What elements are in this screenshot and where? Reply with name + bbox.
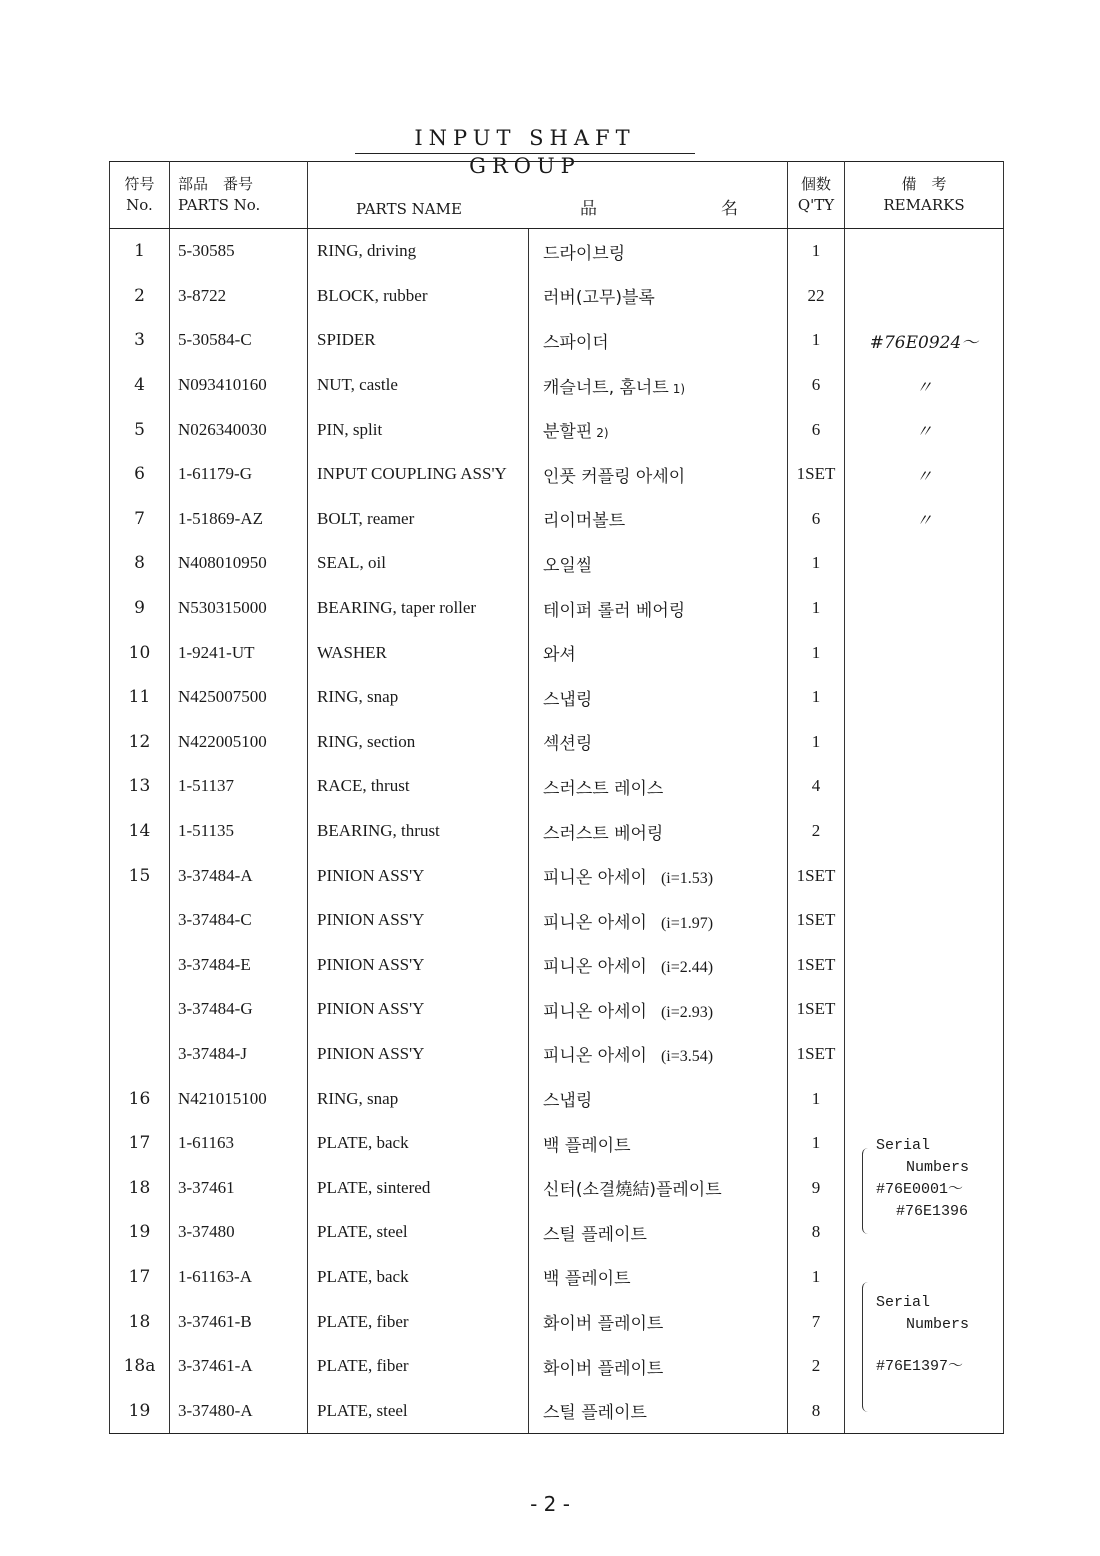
row-name-en: RING, section (308, 720, 529, 765)
row-name-kr-text: 오일씰 (543, 555, 593, 576)
row-name-en: BOLT, reamer (308, 497, 529, 542)
row-name-kr-text: 스러스트 레이스 (543, 778, 664, 799)
row-footnote-ref: 1) (672, 381, 686, 396)
row-qty: 8 (788, 1388, 845, 1433)
row-remarks (845, 630, 1004, 675)
row-part-no: 3-37484-E (170, 943, 308, 988)
row-no: 9 (110, 586, 170, 631)
row-name-en: PLATE, sintered (308, 1165, 529, 1210)
table-row (110, 363, 1004, 408)
row-part-no: N422005100 (170, 720, 308, 765)
row-name-kr-text: 백 플레이트 (543, 1269, 631, 1290)
row-part-no: 3-37480-A (170, 1388, 308, 1433)
row-remarks (845, 853, 1004, 898)
table-row (110, 318, 1004, 363)
row-no: 4 (110, 363, 170, 408)
header-parts-name (308, 162, 788, 229)
row-no (110, 1032, 170, 1077)
row-qty: 1SET (788, 943, 845, 988)
row-qty: 6 (788, 497, 845, 542)
row-remarks: 〃 (845, 452, 1004, 497)
row-name-kr-text: 스러스트 베어링 (543, 823, 664, 844)
row-no: 18a (110, 1344, 170, 1389)
row-name-kr-text: 리이머볼트 (543, 511, 626, 532)
table-row (110, 898, 1004, 943)
row-name-kr-text: 드라이브링 (543, 243, 626, 264)
row-qty: 9 (788, 1165, 845, 1210)
row-part-no: 3-37461-A (170, 1344, 308, 1389)
row-name-kr-text: 피니온 아세이 (543, 1001, 647, 1022)
row-no: 2 (110, 274, 170, 319)
row-no: 6 (110, 452, 170, 497)
table-row (110, 809, 1004, 854)
row-remarks (845, 229, 1004, 274)
row-remarks (845, 1032, 1004, 1077)
row-remarks: 〃 (845, 363, 1004, 408)
row-name-en: BEARING, taper roller (308, 586, 529, 631)
page-number: - 2 - (530, 1492, 570, 1516)
table-row (110, 452, 1004, 497)
row-name-en: SEAL, oil (308, 541, 529, 586)
row-remarks: 〃 (845, 497, 1004, 542)
row-name-kr (529, 809, 788, 854)
row-part-no: 3-37461 (170, 1165, 308, 1210)
table-row (110, 987, 1004, 1032)
row-name-kr (529, 898, 788, 943)
row-qty: 1SET (788, 853, 845, 898)
row-name-kr-text: 스틸 플레이트 (543, 1403, 647, 1424)
row-qty: 1 (788, 675, 845, 720)
row-name-en: PLATE, back (308, 1121, 529, 1166)
row-gear-ratio: (i=1.97) (660, 914, 714, 932)
row-gear-ratio: (i=2.44) (660, 959, 714, 977)
row-qty: 1SET (788, 452, 845, 497)
row-qty: 1SET (788, 987, 845, 1032)
row-name-en: PINION ASS'Y (308, 853, 529, 898)
row-name-kr-text: 인풋 커플링 아세이 (543, 466, 686, 487)
row-name-en: RING, driving (308, 229, 529, 274)
row-part-no: 1-61163-A (170, 1255, 308, 1300)
row-gear-ratio: (i=3.54) (660, 1048, 714, 1066)
row-name-kr (529, 407, 788, 452)
row-qty: 1 (788, 586, 845, 631)
row-name-kr (529, 541, 788, 586)
row-name-en: PINION ASS'Y (308, 898, 529, 943)
row-name-kr (529, 1344, 788, 1389)
row-remarks (845, 1076, 1004, 1121)
row-name-kr (529, 943, 788, 988)
header-no: 符号 No. (110, 162, 170, 229)
row-qty: 7 (788, 1299, 845, 1344)
row-qty: 2 (788, 809, 845, 854)
row-name-kr-text: 러버(고무)블록 (543, 288, 655, 309)
row-no: 11 (110, 675, 170, 720)
row-no: 15 (110, 853, 170, 898)
serial-group-1: Serial Numbers #76E0001～ #76E1396 (876, 1137, 970, 1220)
row-name-en: BLOCK, rubber (308, 274, 529, 319)
row-name-kr-text: 피니온 아세이 (543, 957, 647, 978)
table-row (110, 1032, 1004, 1077)
row-name-kr-text: 캐슬너트, 홈너트 (543, 377, 669, 398)
row-no: 7 (110, 497, 170, 542)
row-name-en: PLATE, back (308, 1255, 529, 1300)
row-name-en: PLATE, steel (308, 1388, 529, 1433)
row-no (110, 898, 170, 943)
row-gear-ratio: (i=2.93) (660, 1003, 714, 1021)
row-part-no: 5-30585 (170, 229, 308, 274)
row-qty: 6 (788, 407, 845, 452)
row-name-kr (529, 675, 788, 720)
serial-group-2: Serial Numbers #76E1397～ (876, 1294, 970, 1375)
table-row (110, 541, 1004, 586)
row-name-kr-text: 분할핀 (543, 422, 593, 443)
row-name-en: NUT, castle (308, 363, 529, 408)
row-no: 17 (110, 1121, 170, 1166)
row-qty: 22 (788, 274, 845, 319)
table-row (110, 586, 1004, 631)
row-no: 18 (110, 1165, 170, 1210)
row-name-en: PINION ASS'Y (308, 987, 529, 1032)
row-name-en: BEARING, thrust (308, 809, 529, 854)
row-remarks (845, 809, 1004, 854)
row-name-kr (529, 1299, 788, 1344)
table-row (110, 675, 1004, 720)
header-qty: 個数 Q'TY (788, 162, 845, 229)
row-no: 12 (110, 720, 170, 765)
serial-brace-1 (862, 1148, 871, 1234)
row-name-en: RING, snap (308, 675, 529, 720)
table-row (110, 497, 1004, 542)
parts-table (109, 161, 1004, 1434)
row-gear-ratio: (i=1.53) (660, 870, 714, 888)
row-name-en: SPIDER (308, 318, 529, 363)
row-part-no: 1-51135 (170, 809, 308, 854)
row-name-kr-text: 화이버 플레이트 (543, 1314, 664, 1335)
document-title: INPUT SHAFT GROUP (355, 124, 695, 154)
table-header-row (110, 162, 1004, 229)
row-qty: 4 (788, 764, 845, 809)
row-name-kr (529, 363, 788, 408)
row-no (110, 943, 170, 988)
row-name-en: PIN, split (308, 407, 529, 452)
row-name-kr (529, 274, 788, 319)
row-remarks (845, 586, 1004, 631)
row-no: 8 (110, 541, 170, 586)
table-row (110, 853, 1004, 898)
row-remarks: 〃 (845, 407, 1004, 452)
row-name-kr (529, 452, 788, 497)
row-qty: 1 (788, 1121, 845, 1166)
table-row (110, 274, 1004, 319)
row-qty: 1 (788, 630, 845, 675)
row-remarks (845, 541, 1004, 586)
serial-brace-2 (862, 1282, 871, 1412)
row-no: 19 (110, 1388, 170, 1433)
row-name-kr (529, 1165, 788, 1210)
row-qty: 6 (788, 363, 845, 408)
row-no: 5 (110, 407, 170, 452)
row-name-kr (529, 1255, 788, 1300)
row-name-kr-text: 테이퍼 롤러 베어링 (543, 600, 686, 621)
table-row (110, 764, 1004, 809)
row-name-kr (529, 229, 788, 274)
row-remarks (845, 274, 1004, 319)
row-no: 10 (110, 630, 170, 675)
row-name-kr (529, 1210, 788, 1255)
row-qty: 1SET (788, 1032, 845, 1077)
row-name-kr-text: 스냅링 (543, 689, 593, 710)
row-qty: 1 (788, 720, 845, 765)
row-no: 19 (110, 1210, 170, 1255)
row-name-en: PINION ASS'Y (308, 943, 529, 988)
row-name-kr (529, 1032, 788, 1077)
row-name-kr (529, 1388, 788, 1433)
table-row (110, 630, 1004, 675)
row-name-kr (529, 720, 788, 765)
row-name-en: RING, snap (308, 1076, 529, 1121)
row-part-no: 5-30584-C (170, 318, 308, 363)
row-no: 16 (110, 1076, 170, 1121)
row-name-kr-text: 백 플레이트 (543, 1135, 631, 1156)
row-name-kr-text: 와셔 (543, 645, 576, 666)
header-remarks: 備 考 REMARKS (845, 162, 1004, 229)
row-part-no: N026340030 (170, 407, 308, 452)
row-name-en: PLATE, fiber (308, 1344, 529, 1389)
row-part-no: 3-37480 (170, 1210, 308, 1255)
row-name-en: RACE, thrust (308, 764, 529, 809)
row-qty: 1 (788, 318, 845, 363)
row-name-kr (529, 764, 788, 809)
row-remarks (845, 943, 1004, 988)
row-part-no: 1-51869-AZ (170, 497, 308, 542)
header-parts-name-kr-2: 名 (721, 199, 738, 219)
row-no: 14 (110, 809, 170, 854)
row-part-no: N421015100 (170, 1076, 308, 1121)
row-qty: 1 (788, 1255, 845, 1300)
row-name-kr (529, 630, 788, 675)
row-remarks (845, 764, 1004, 809)
table-row (110, 229, 1004, 274)
row-qty: 8 (788, 1210, 845, 1255)
row-name-kr (529, 853, 788, 898)
table-row (110, 720, 1004, 765)
header-part-no: 部品 番号 PARTS No. (170, 162, 308, 229)
row-name-kr-text: 피니온 아세이 (543, 868, 647, 889)
row-no (110, 987, 170, 1032)
row-part-no: 1-9241-UT (170, 630, 308, 675)
row-part-no: N093410160 (170, 363, 308, 408)
row-name-kr (529, 586, 788, 631)
row-qty: 1 (788, 229, 845, 274)
row-no: 3 (110, 318, 170, 363)
row-name-en: PINION ASS'Y (308, 1032, 529, 1077)
row-part-no: 3-37461-B (170, 1299, 308, 1344)
row-name-kr-text: 스파이더 (543, 332, 609, 353)
row-part-no: N425007500 (170, 675, 308, 720)
header-parts-name-en: PARTS NAME (356, 200, 462, 218)
row-name-kr-text: 피니온 아세이 (543, 912, 647, 933)
row-part-no: N408010950 (170, 541, 308, 586)
row-name-kr (529, 318, 788, 363)
row-part-no: 1-51137 (170, 764, 308, 809)
row-name-kr-text: 신터(소결燒結)플레이트 (543, 1180, 722, 1201)
row-part-no: 1-61179-G (170, 452, 308, 497)
row-name-en: INPUT COUPLING ASS'Y (308, 452, 529, 497)
row-qty: 1 (788, 541, 845, 586)
row-no: 13 (110, 764, 170, 809)
row-name-kr-text: 피니온 아세이 (543, 1046, 647, 1067)
row-footnote-ref: 2) (596, 426, 609, 441)
row-remarks (845, 720, 1004, 765)
row-part-no: 3-37484-A (170, 853, 308, 898)
row-part-no: 3-37484-G (170, 987, 308, 1032)
table-row (110, 1076, 1004, 1121)
row-name-kr (529, 987, 788, 1032)
row-qty: 1SET (788, 898, 845, 943)
row-remarks (845, 675, 1004, 720)
row-remarks (845, 987, 1004, 1032)
row-name-kr (529, 497, 788, 542)
row-name-kr (529, 1076, 788, 1121)
row-qty: 1 (788, 1076, 845, 1121)
row-name-en: PLATE, fiber (308, 1299, 529, 1344)
row-no: 18 (110, 1299, 170, 1344)
row-qty: 2 (788, 1344, 845, 1389)
row-name-kr-text: 스틸 플레이트 (543, 1224, 647, 1245)
row-no: 1 (110, 229, 170, 274)
row-name-en: WASHER (308, 630, 529, 675)
table-row (110, 943, 1004, 988)
row-remarks (845, 898, 1004, 943)
table-row (110, 407, 1004, 452)
row-name-kr-text: 스냅링 (543, 1091, 593, 1112)
header-parts-name-kr-1: 品 (580, 199, 597, 219)
row-part-no: 3-37484-C (170, 898, 308, 943)
row-name-en: PLATE, steel (308, 1210, 529, 1255)
row-remarks: #76E0924～ (845, 318, 1004, 363)
row-part-no: N530315000 (170, 586, 308, 631)
row-name-kr (529, 1121, 788, 1166)
row-part-no: 3-37484-J (170, 1032, 308, 1077)
row-part-no: 1-61163 (170, 1121, 308, 1166)
row-no: 17 (110, 1255, 170, 1300)
row-name-kr-text: 화이버 플레이트 (543, 1358, 664, 1379)
row-name-kr-text: 섹션링 (543, 734, 593, 755)
row-part-no: 3-8722 (170, 274, 308, 319)
